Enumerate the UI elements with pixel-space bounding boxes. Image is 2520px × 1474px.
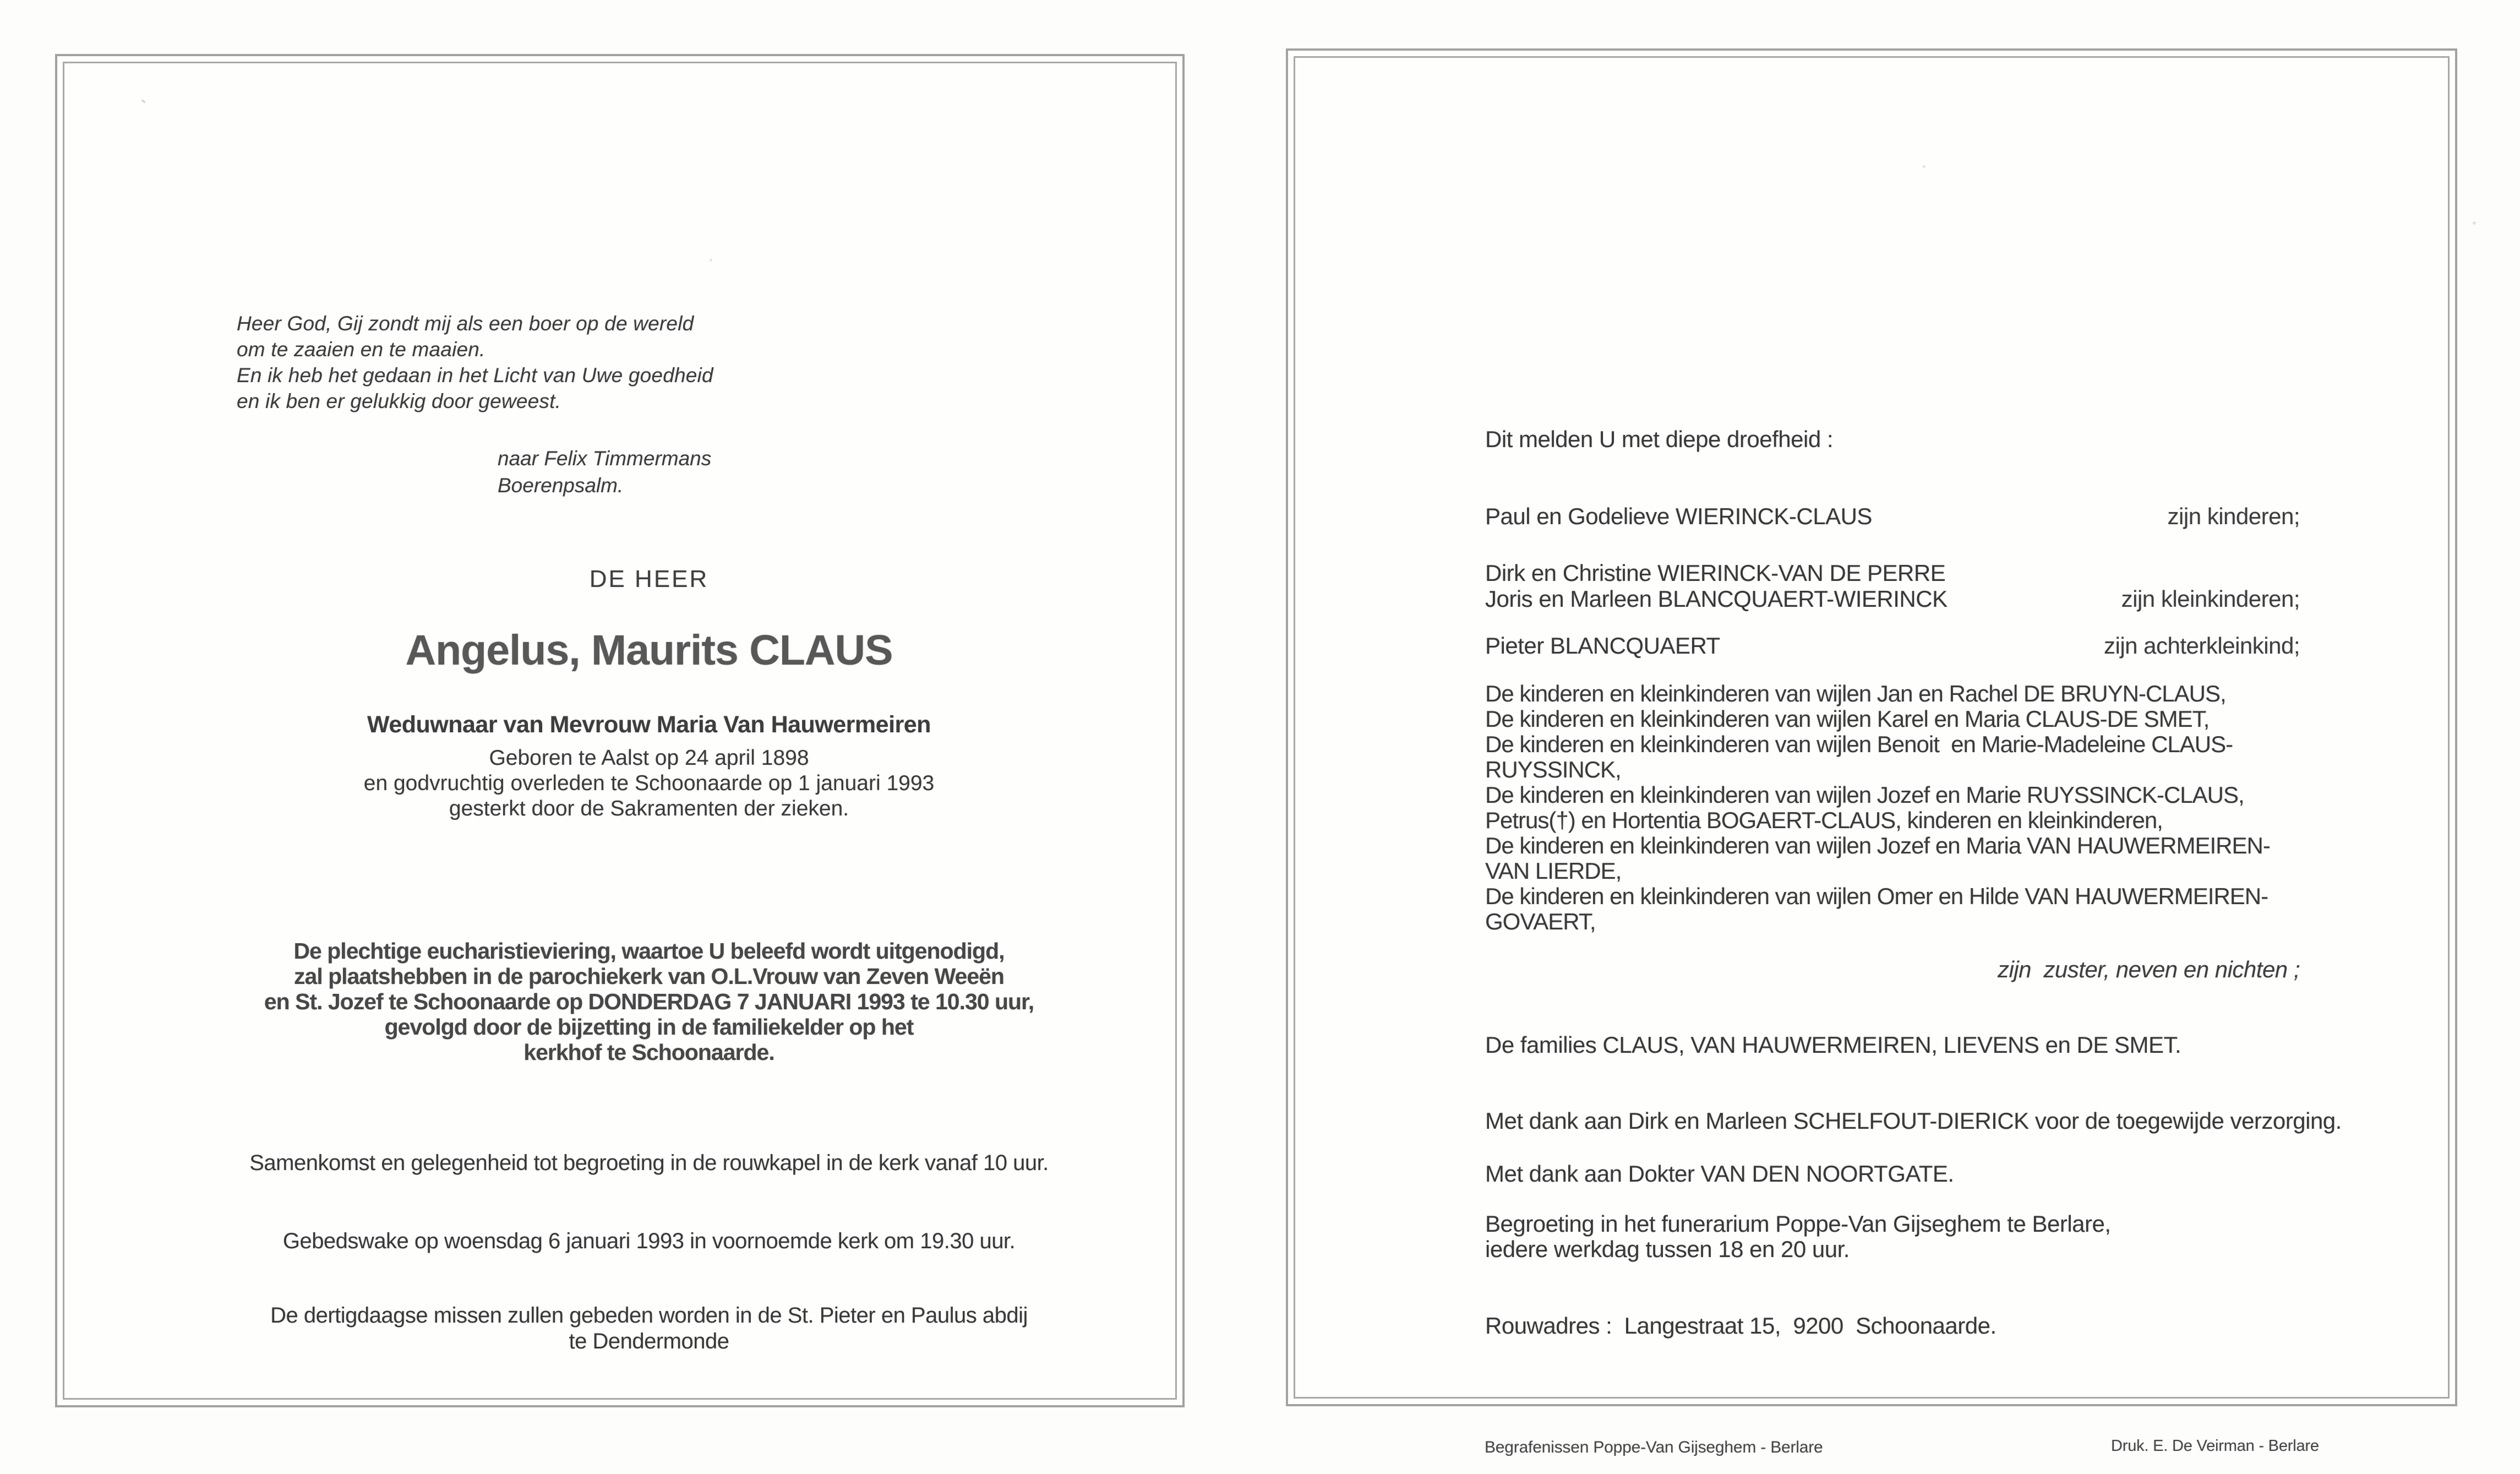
poem-attribution: [498, 445, 711, 499]
grandchildren-names: Joris en Marleen BLANCQUAERT-WIERINCK: [1485, 586, 1948, 612]
masses-line: De dertigdaagse missen zullen gebeden worden in de St. Pieter en Paulus abdij: [270, 1303, 1028, 1328]
extended-family-line: RUYSSINCK,: [1485, 757, 1621, 782]
children-relation-label: zijn kinderen;: [2167, 503, 2300, 529]
extended-family-line: De kinderen en kleinkinderen van wijlen Benoit en Marie-Madeleine CLAUS-: [1485, 731, 2233, 757]
children-names: Paul en Godelieve WIERINCK-CLAUS: [1485, 503, 1872, 529]
honorific-title: DE HEER: [589, 565, 709, 592]
families-line: De families CLAUS, VAN HAUWERMEIREN, LIEVENS en DE SMET.: [1485, 1032, 2181, 1058]
extended-family-line: De kinderen en kleinkinderen van wijlen Omer en Hilde VAN HAUWERMEIREN-: [1485, 883, 2268, 909]
doctor-thanks-line: Met dank aan Dokter VAN DEN NOORTGATE.: [1485, 1161, 1954, 1187]
birth-line: Geboren te Aalst op 24 april 1898: [489, 746, 809, 770]
grandchildren-names: Dirk en Christine WIERINCK-VAN DE PERRE: [1485, 560, 1946, 586]
funeral-service-block: [140, 938, 1158, 1065]
poem-line: Heer God, Gij zondt mij als een boer op de wereld: [237, 312, 694, 335]
extended-family-line: De kinderen en kleinkinderen van wijlen Jozef en Maria VAN HAUWERMEIREN-: [1485, 833, 2270, 858]
deceased-name: Angelus, Maurits CLAUS: [405, 627, 893, 674]
great-grandchild-name: Pieter BLANCQUAERT: [1485, 633, 1720, 659]
service-line: zal plaatshebben in de parochiekerk van O.L.Vrouw van Zeven Weeën: [294, 964, 1004, 989]
extended-family-line: Petrus(†) en Hortentia BOGAERT-CLAUS, kinderen en kleinkinderen,: [1485, 807, 2163, 833]
visitation-line: Begroeting in het funerarium Poppe-Van Gijseghem te Berlare,: [1485, 1211, 2111, 1237]
prayer-vigil-line: Gebedswake op woensdag 6 januari 1993 in voornoemde kerk om 19.30 uur.: [282, 1229, 1016, 1253]
service-line: De plechtige eucharistieviering, waartoe U beleefd wordt uitgenodigd,: [293, 938, 1005, 964]
scan-speck: [1922, 165, 1926, 168]
service-line: en St. Jozef te Schoonaarde op DONDERDAG 7 JANUARI 1993 te 10.30 uur,: [264, 989, 1034, 1014]
poem-block: [237, 311, 713, 414]
poem-attribution-work: Boerenpsalm.: [498, 474, 624, 497]
visitation-block: [1485, 1211, 2111, 1262]
extended-family-line: De kinderen en kleinkinderen van wijlen Jozef en Marie RUYSSINCK-CLAUS,: [1485, 782, 2244, 808]
sacraments-line: gesterkt door de Sakramenten der zieken.: [449, 797, 849, 820]
mourning-address-line: Rouwadres : Langestraat 15, 9200 Schoonaarde.: [1485, 1313, 1997, 1339]
grandchildren-relation-label: zijn kleinkinderen;: [2121, 586, 2300, 612]
scan-speck: [710, 259, 712, 262]
gathering-line: Samenkomst en gelegenheid tot begroeting in de rouwkapel in de kerk vanaf 10 uur.: [249, 1151, 1049, 1175]
caregiver-thanks-line: Met dank aan Dirk en Marleen SCHELFOUT-DIERICK voor de toegewijde verzorging.: [1485, 1108, 2342, 1134]
extended-relation-label: zijn zuster, neven en nichten ;: [1997, 956, 2300, 982]
extended-family-line: De kinderen en kleinkinderen van wijlen Karel en Maria CLAUS-DE SMET,: [1485, 706, 2210, 732]
thirty-day-masses-block: [140, 1303, 1158, 1355]
extended-family-line: GOVAERT,: [1485, 909, 1596, 934]
poem-attribution-author: naar Felix Timmermans: [498, 447, 712, 470]
birth-death-block: [140, 746, 1158, 822]
memorial-card-left-page: [55, 54, 1185, 1407]
extended-family-line: VAN LIERDE,: [1485, 858, 1622, 884]
extended-family-line: De kinderen en kleinkinderen van wijlen Jan en Rachel DE BRUYN-CLAUS,: [1485, 681, 2226, 706]
announcement-intro-line: Dit melden U met diepe droefheid :: [1485, 426, 1834, 452]
great-grandchild-relation-label: zijn achterkleinkind;: [2103, 633, 2300, 659]
memorial-card-right-page: [1286, 48, 2457, 1406]
extended-family-block: [1485, 681, 2344, 934]
service-line: gevolgd door de bijzetting in de familiekelder op het: [384, 1014, 914, 1040]
poem-line: en ik ben er gelukkig door geweest.: [237, 390, 561, 412]
visitation-line: iedere werkdag tussen 18 en 20 uur.: [1485, 1236, 1850, 1262]
poem-line: om te zaaien en te maaien.: [237, 338, 486, 361]
funeral-home-credit: Begrafenissen Poppe-Van Gijseghem - Berlare: [1485, 1438, 1823, 1456]
printer-credit: Druk. E. De Veirman - Berlare: [2111, 1437, 2319, 1455]
masses-line: te Dendermonde: [569, 1329, 729, 1353]
scan-speck: [2473, 221, 2476, 225]
widower-line: Weduwnaar van Mevrouw Maria Van Hauwermeiren: [367, 711, 931, 738]
death-line: en godvruchtig overleden te Schoonaarde op 1 januari 1993: [363, 771, 935, 795]
service-line: kerkhof te Schoonaarde.: [523, 1040, 774, 1065]
poem-line: En ik heb het gedaan in het Licht van Uwe goedheid: [237, 364, 713, 387]
